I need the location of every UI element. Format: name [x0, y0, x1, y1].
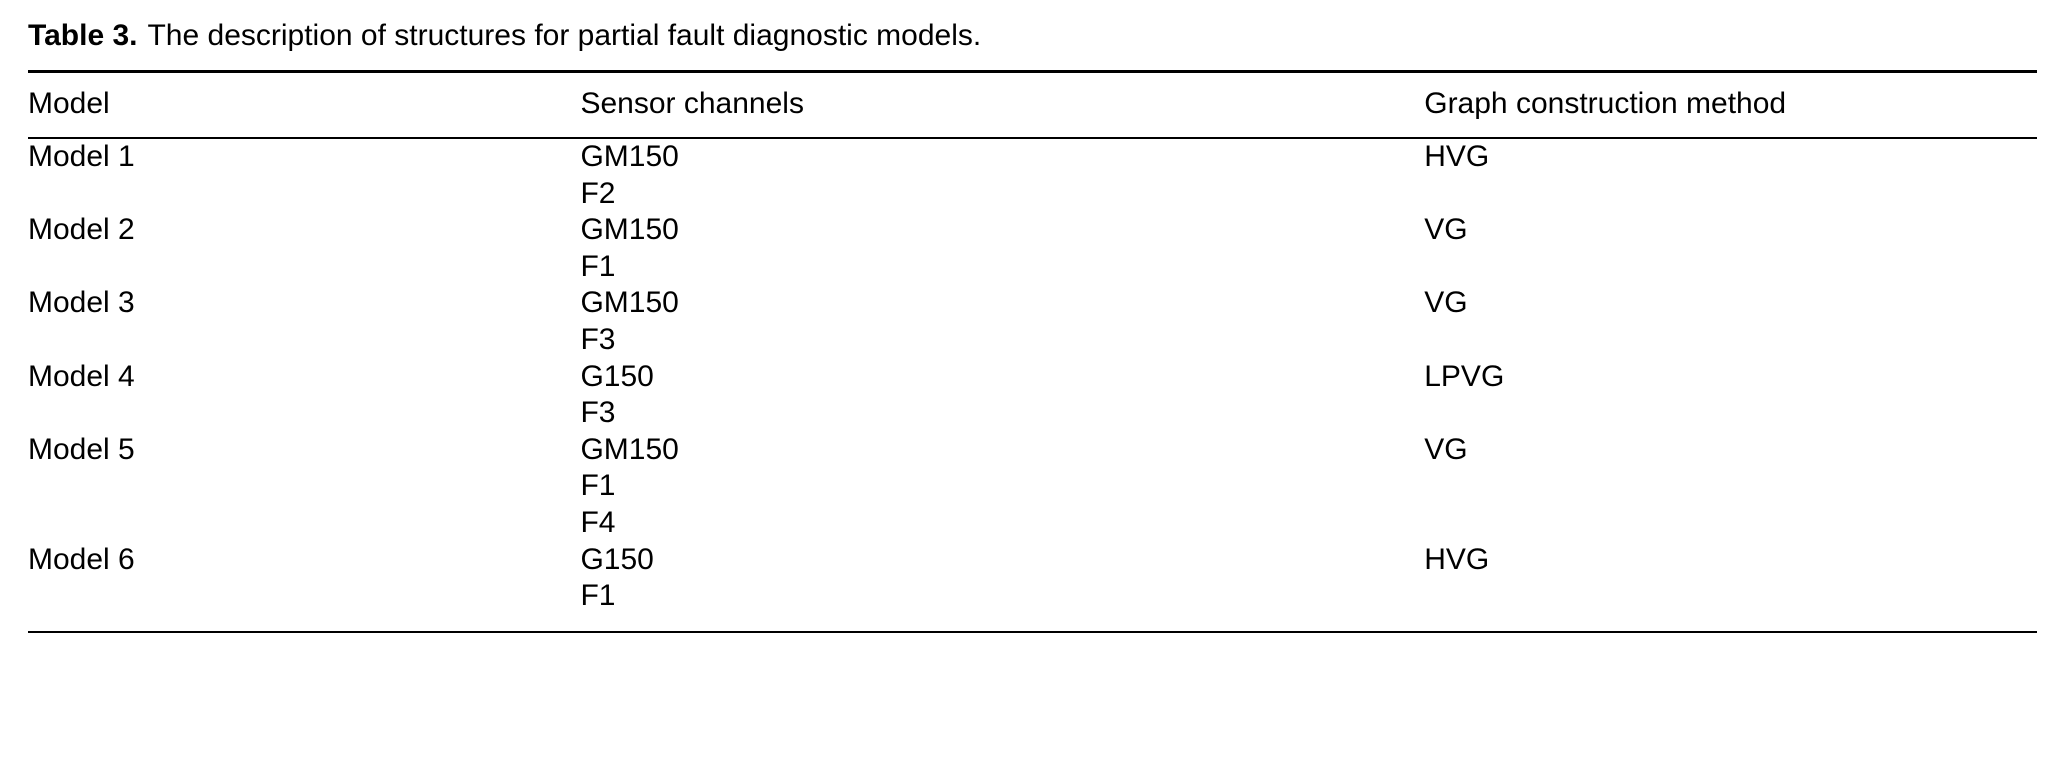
- table-bottom-spacer: [28, 615, 2037, 631]
- sensor-channel: GM150: [580, 432, 679, 466]
- cell-model: [28, 542, 580, 615]
- cell-sensor-channels: [580, 285, 1424, 358]
- graph-method-label: HVG: [1424, 542, 1490, 576]
- sensor-channel: GM150: [580, 140, 679, 173]
- column-header-graph-construction-method: Graph construction method: [1424, 87, 1787, 120]
- sensor-channel: F3: [580, 322, 616, 356]
- cell-graph-method: [1424, 285, 2037, 358]
- table-caption: [28, 0, 2037, 70]
- graph-method-label: LPVG: [1424, 359, 1505, 393]
- cell-graph-method: [1424, 432, 2037, 542]
- table-header-row: [28, 73, 2037, 137]
- sensor-channel: F1: [580, 469, 616, 503]
- column-header-sensor-channels: Sensor channels: [580, 87, 804, 120]
- table-bottom-rule: [28, 631, 2037, 633]
- cell-graph-method: [1424, 542, 2037, 615]
- sensor-channel: G150: [580, 359, 654, 393]
- cell-model: [28, 139, 580, 212]
- model-label: Model 3: [28, 286, 135, 320]
- model-label: Model 1: [28, 140, 135, 173]
- sensor-channel: F4: [580, 505, 616, 539]
- sensor-channel: F1: [580, 579, 616, 613]
- cell-sensor-channels: [580, 542, 1424, 615]
- graph-method-label: HVG: [1424, 140, 1490, 173]
- sensor-channel: G150: [580, 542, 654, 576]
- model-label: Model 2: [28, 213, 135, 247]
- cell-sensor-channels: [580, 212, 1424, 285]
- cell-graph-method: [1424, 359, 2037, 432]
- table-body: [28, 139, 2037, 615]
- model-label: Model 5: [28, 432, 135, 466]
- cell-model: [28, 359, 580, 432]
- cell-sensor-channels: [580, 139, 1424, 212]
- table-row: [28, 285, 2037, 358]
- models-table-body-wrap: [28, 139, 2037, 615]
- sensor-channel: GM150: [580, 213, 679, 247]
- sensor-channel: GM150: [580, 286, 679, 320]
- table-caption-label: Table 3.: [28, 19, 138, 52]
- sensor-channel: F3: [580, 396, 616, 430]
- model-label: Model 4: [28, 359, 135, 393]
- table-row: [28, 139, 2037, 212]
- table-row: [28, 542, 2037, 615]
- sensor-channel: F1: [580, 249, 616, 283]
- model-label: Model 6: [28, 542, 135, 576]
- table-caption-text: The description of structures for partial fault diagnostic models.: [147, 19, 982, 52]
- cell-model: [28, 212, 580, 285]
- table-row: [28, 359, 2037, 432]
- cell-model: [28, 285, 580, 358]
- cell-sensor-channels: [580, 432, 1424, 542]
- graph-method-label: VG: [1424, 432, 1468, 466]
- cell-model: [28, 432, 580, 542]
- graph-method-label: VG: [1424, 286, 1468, 320]
- column-header-model: Model: [28, 87, 110, 120]
- cell-sensor-channels: [580, 359, 1424, 432]
- models-table: [28, 73, 2037, 137]
- table-header: [28, 73, 2037, 137]
- table-row: [28, 432, 2037, 542]
- sensor-channel: F2: [580, 176, 616, 210]
- graph-method-label: VG: [1424, 213, 1468, 247]
- cell-graph-method: [1424, 139, 2037, 212]
- table-row: [28, 212, 2037, 285]
- cell-graph-method: [1424, 212, 2037, 285]
